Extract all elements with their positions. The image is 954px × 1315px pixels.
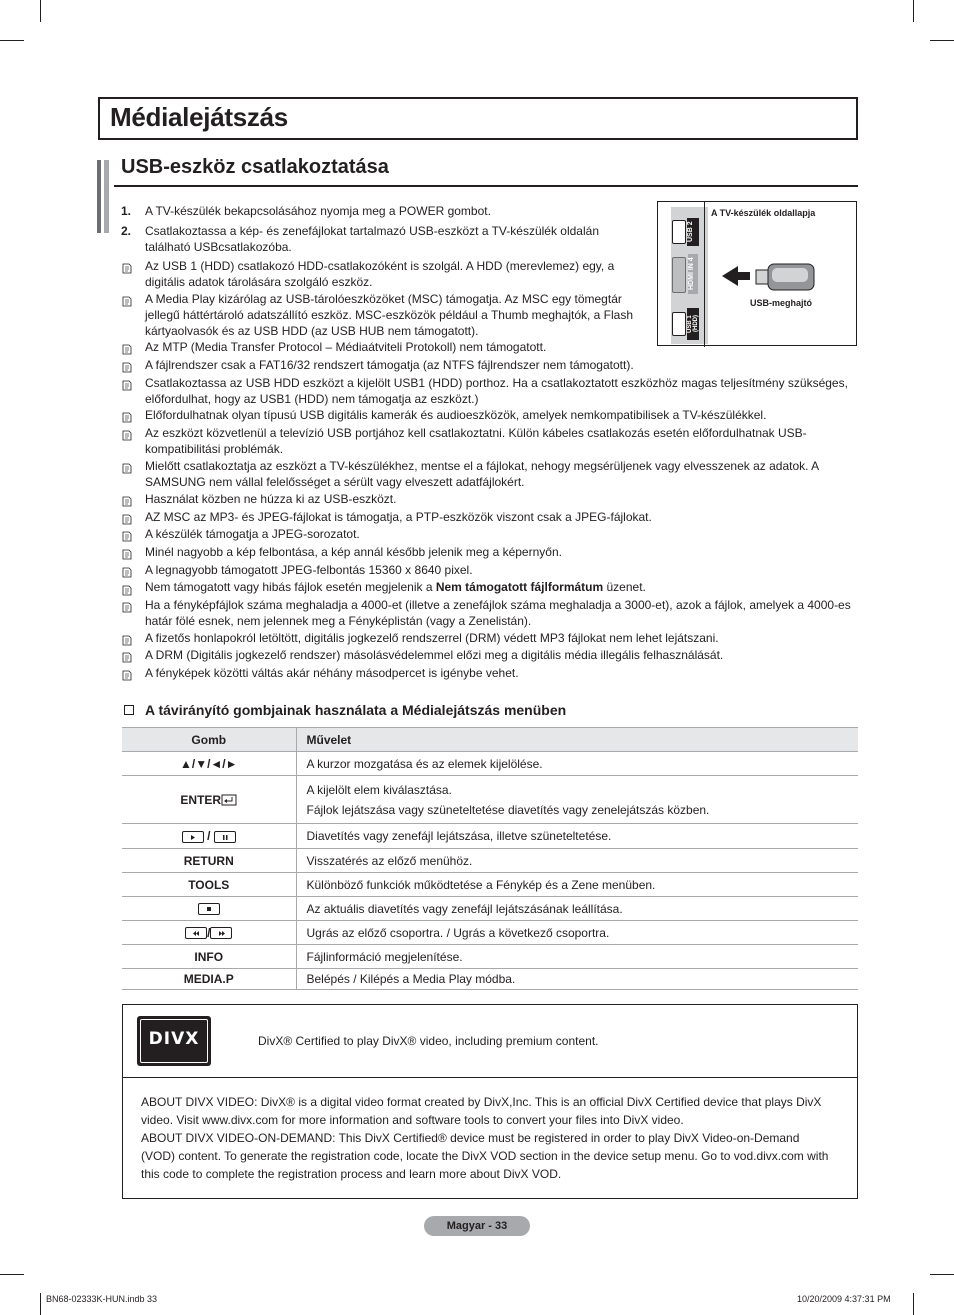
usb-connection-figure <box>657 201 857 346</box>
note-icon <box>122 378 132 389</box>
page-title-box <box>98 97 858 140</box>
note-text: A készülék támogatja a JPEG-sorozatot. <box>145 527 360 541</box>
table-row <box>122 752 858 776</box>
note-icon <box>122 633 132 644</box>
step-text: Csatlakoztassa a kép- és zenefájlokat tartalmazó USB-eszközt a TV-készülék oldalán található USBcsatlakozóba. <box>145 224 599 254</box>
action-cell: Visszatérés az előző menühöz. <box>296 849 858 873</box>
action-line: Fájlok lejátszása vagy szüneteltetése diavetítés vagy zenelejátszás közben. <box>306 802 710 817</box>
about-divx-vod: ABOUT DIVX VIDEO-ON-DEMAND: This DivX Certified® device must be registered in order to play DivX Video-on-Demand (VOD) content. To generate the registration code, locate the DivX VOD section in the device setup menu. Go to vod.divx.com with this code to complete the registration process and learn more about DivX VOD. <box>141 1131 829 1181</box>
button-cell <box>122 921 296 945</box>
note-icon <box>122 410 132 421</box>
button-cell: TOOLS <box>122 873 296 897</box>
note-text: Csatlakoztassa az USB HDD eszközt a kijelölt USB1 (HDD) porthoz. Ha a csatlakoztatott eszközhöz magas teljesítmény szükséges, előfordulhat, hogy az USB1 (HDD) nem támogatja az eszközt.) <box>145 376 848 406</box>
about-divx-video: ABOUT DIVX VIDEO: DivX® is a digital video format created by DivX,Inc. This is an official DivX Certified device that plays DivX video. Visit www.divx.com for more information and software tools to convert your files into DivX video. <box>141 1095 822 1127</box>
crop-mark <box>40 0 41 22</box>
separator: / <box>207 829 211 843</box>
usb-drive-icon <box>720 260 820 296</box>
remote-buttons-table <box>122 727 858 990</box>
enter-label: ENTER <box>180 792 222 807</box>
table-row <box>122 945 858 969</box>
usb1-label: USB 1 (HDD) <box>687 308 699 340</box>
subsection-title: A távirányító gombjainak használata a Médialejátszás menüben <box>145 702 567 718</box>
note-icon <box>122 529 132 540</box>
stop-button-icon <box>198 903 220 915</box>
divx-logo <box>137 1016 211 1066</box>
step-text: A TV-készülék bekapcsolásához nyomja meg a POWER gombot. <box>145 204 491 218</box>
table-row <box>122 849 858 873</box>
action-cell: Ugrás az előző csoportra. / Ugrás a következő csoportra. <box>296 921 858 945</box>
action-cell: A kurzor mozgatása és az elemek kijelölése. <box>296 752 858 776</box>
table-row <box>122 824 858 849</box>
step-number: 1. <box>121 204 132 218</box>
usb-drive-label: USB-meghajtó <box>750 298 813 308</box>
separator: / <box>207 925 211 940</box>
note-text: A fényképek közötti váltás akár néhány másodpercet is igénybe vehet. <box>145 666 519 680</box>
panel-edge <box>704 202 705 347</box>
note-text: Az MTP (Media Transfer Protocol – Médiaátviteli Protokoll) nem támogatott. <box>145 340 547 354</box>
crop-mark <box>913 1293 914 1315</box>
note-text: Használat közben ne húzza ki az USB-eszközt. <box>145 492 397 506</box>
fast-forward-button-icon <box>210 927 232 939</box>
note-icon <box>122 565 132 576</box>
crop-mark <box>0 40 24 41</box>
action-cell: Belépés / Kilépés a Media Play módba. <box>296 969 858 990</box>
page-title: Médialejátszás <box>110 102 288 132</box>
note-text: A fájlrendszer csak a FAT16/32 rendszert támogatja (az NTFS fájlrendszer nem támogatott). <box>145 358 634 372</box>
step-number: 2. <box>121 224 132 238</box>
note-text: A DRM (Digitális jogkezelő rendszer) másolásvédelemmel előzi meg a digitális média illegális felhasználását. <box>145 648 724 662</box>
note-icon <box>122 360 132 371</box>
crop-mark <box>930 40 954 41</box>
hdmi-port <box>672 257 686 293</box>
checkbox-bullet-icon <box>124 705 134 715</box>
crop-mark <box>930 1274 954 1275</box>
note-text: Az eszközt közvetlenül a televízió USB portjához kell csatlakoztatni. Külön kábeles csatlakozás esetén előfordulhatnak USB-kompatibilitási problémák. <box>145 426 807 456</box>
note-icon <box>122 261 132 272</box>
table-row <box>122 921 858 945</box>
enter-icon <box>221 794 237 806</box>
note-text: Mielőtt csatlakoztatja az eszközt a TV-készülékhez, mentse el a fájlokat, nehogy megsérüljenek vagy elvesszenek az adatok. A SAMSUNG nem vállal felelősséget a sérült vagy elveszett adatfájlokért. <box>145 459 819 489</box>
play-button-icon <box>182 831 204 843</box>
usb2-port <box>672 220 686 244</box>
button-cell: RETURN <box>122 849 296 873</box>
page-number: Magyar - 33 <box>424 1216 530 1236</box>
table-row <box>122 776 858 824</box>
note-icon <box>122 600 132 611</box>
note-icon <box>122 583 132 594</box>
action-cell <box>296 776 858 824</box>
note-icon <box>122 461 132 472</box>
divx-logo-text: DIVX <box>148 1029 200 1049</box>
action-cell: Diavetítés vagy zenefájl lejátszása, illetve szüneteltetése. <box>296 824 858 849</box>
button-cell <box>122 776 296 824</box>
crop-mark <box>0 1274 24 1275</box>
table-header: Művelet <box>296 728 858 752</box>
action-cell: Az aktuális diavetítés vagy zenefájl lejátszásának leállítása. <box>296 897 858 921</box>
note-text: Az USB 1 (HDD) csatlakozó HDD-csatlakozóként is szolgál. A HDD (merevlemez) egy, a digitális adatok tárolására szolgáló eszköz. <box>145 259 615 289</box>
action-cell: Fájlinformáció megjelenítése. <box>296 945 858 969</box>
note-text: A fizetős honlapokról letöltött, digitális jogkezelő rendszerrel (DRM) védett MP3 fájlokat nem lehet lejátszani. <box>145 631 719 645</box>
button-cell: INFO <box>122 945 296 969</box>
divx-certified-text: DivX® Certified to play DivX® video, including premium content. <box>258 1034 599 1048</box>
note-text: A Media Play kizárólag az USB-tárolóeszközöket (MSC) támogatja. Az MSC egy tömegtár jellegű háttértároló adatszállító eszköz. MSC-eszközök például a Thumb meghajtók, a Flash kártyaolvasók és az USB HDD (az USB HUB nem támogatott). <box>145 292 634 338</box>
note-text: Minél nagyobb a kép felbontása, a kép annál később jelenik meg a képernyőn. <box>145 545 562 559</box>
footer-file: BN68-02333K-HUN.indb 33 <box>46 1294 158 1304</box>
note-icon <box>122 547 132 558</box>
action-cell: Különböző funkciók működtetése a Fénykép és a Zene menüben. <box>296 873 858 897</box>
rewind-button-icon <box>185 927 207 939</box>
footer-date: 10/20/2009 4:37:31 PM <box>797 1294 891 1304</box>
crop-mark <box>913 0 914 22</box>
note-text-bold: Nem támogatott fájlformátum <box>435 580 604 594</box>
note-icon <box>122 342 132 353</box>
table-header: Gomb <box>122 728 296 752</box>
note-text-part: üzenet. <box>603 580 646 594</box>
note-icon <box>122 668 132 679</box>
note-icon <box>122 650 132 661</box>
button-cell <box>122 824 296 849</box>
note-icon <box>122 294 132 305</box>
note-text <box>145 579 855 595</box>
note-text: Ha a fényképfájlok száma meghaladja a 4000-et (illetve a zenefájlok száma meghaladja a 3000-et), azok a fájlok, amelyek a 4000-es határ fölé esnek, nem jelennek meg a Fényképlistán (vagy a Zenelistán). <box>145 598 851 628</box>
button-cell: ▲/▼/◄/► <box>122 752 296 776</box>
crop-mark <box>40 1293 41 1315</box>
table-header-row <box>122 728 858 752</box>
note-text: AZ MSC az MP3- és JPEG-fájlokat is támogatja, a PTP-eszközök viszont csak a JPEG-fájlokat. <box>145 510 652 524</box>
section-bar <box>104 160 109 233</box>
section-rule <box>114 185 858 187</box>
section-bar <box>97 160 101 233</box>
hdmi-label: HDMI IN 4 <box>688 254 698 294</box>
action-line: A kijelölt elem kiválasztása. <box>306 782 452 797</box>
note-text-part: Nem támogatott vagy hibás fájlok esetén megjelenik a <box>145 580 436 594</box>
note-text: A legnagyobb támogatott JPEG-felbontás 15360 x 8640 pixel. <box>145 563 473 577</box>
note-text: Előfordulhatnak olyan típusú USB digitális kamerák és audioeszközök, amelyek nemkompatibilisek a TV-készülékkel. <box>145 408 767 422</box>
note-icon <box>122 512 132 523</box>
table-row <box>122 897 858 921</box>
table-row <box>122 873 858 897</box>
pause-button-icon <box>214 831 236 843</box>
divx-info-box <box>122 1004 858 1199</box>
note-icon <box>122 428 132 439</box>
note-icon <box>122 494 132 505</box>
section-title: USB-eszköz csatlakoztatása <box>121 156 389 178</box>
divider <box>123 1077 857 1078</box>
usb1-port <box>672 312 686 336</box>
side-panel-label: A TV-készülék oldallapja <box>711 208 816 218</box>
button-cell: MEDIA.P <box>122 969 296 990</box>
table-row <box>122 969 858 990</box>
button-cell <box>122 897 296 921</box>
usb2-label: USB 2 <box>687 218 699 246</box>
